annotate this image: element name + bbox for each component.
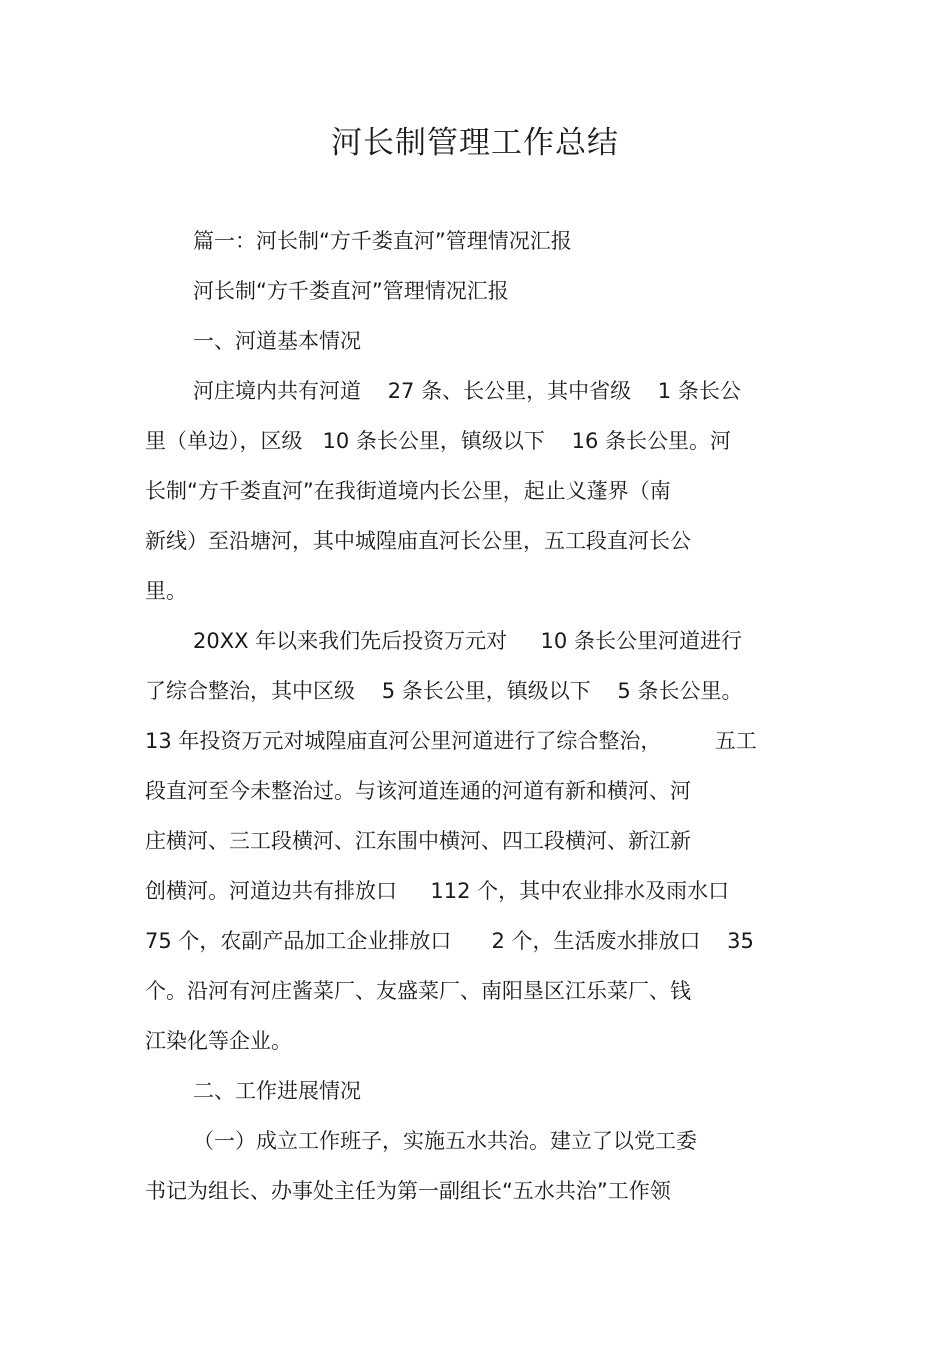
- paragraph-line: 了综合整治，其中区级 5 条长公里，镇级以下 5 条长公里。: [145, 679, 743, 703]
- paragraph-line: 长制“方千娄直河”在我街道境内长公里，起止义蓬界（南: [145, 479, 671, 503]
- document-title: 河长制管理工作总结: [331, 125, 619, 161]
- paragraph-line: 13 年投资万元对城隍庙直河公里河道进行了综合整治， 五工: [145, 729, 757, 753]
- section-heading: 篇一：河长制“方千娄直河”管理情况汇报: [193, 229, 572, 253]
- paragraph-line: 20XX 年以来我们先后投资万元对 10 条长公里河道进行: [193, 629, 742, 653]
- report-subtitle: 河长制“方千娄直河”管理情况汇报: [193, 279, 509, 303]
- paragraph-line: 庄横河、三工段横河、江东围中横河、四工段横河、新江新: [145, 829, 691, 853]
- paragraph-line: 江染化等企业。: [145, 1029, 292, 1053]
- paragraph-line: （一）成立工作班子，实施五水共治。建立了以党工委: [193, 1129, 697, 1153]
- paragraph-line: 75 个，农副产品加工企业排放口 2 个，生活废水排放口 35: [145, 929, 754, 953]
- paragraph-line: 新线）至沿塘河，其中城隍庙直河长公里，五工段直河长公: [145, 529, 691, 553]
- section-heading: 一、河道基本情况: [193, 329, 361, 353]
- paragraph-line: 创横河。河道边共有排放口 112 个，其中农业排水及雨水口: [145, 879, 730, 903]
- section-heading: 二、工作进展情况: [193, 1079, 361, 1103]
- paragraph-line: 里（单边），区级 10 条长公里，镇级以下 16 条长公里。河: [145, 429, 732, 453]
- paragraph-line: 里。: [145, 579, 187, 603]
- paragraph-line: 书记为组长、办事处主任为第一副组长“五水共治”工作领: [145, 1179, 671, 1203]
- paragraph-line: 段直河至今未整治过。与该河道连通的河道有新和横河、河: [145, 779, 691, 803]
- paragraph-line: 河庄境内共有河道 27 条、长公里，其中省级 1 条长公: [193, 379, 741, 403]
- paragraph-line: 个。沿河有河庄酱菜厂、友盛菜厂、南阳垦区江乐菜厂、钱: [145, 979, 691, 1003]
